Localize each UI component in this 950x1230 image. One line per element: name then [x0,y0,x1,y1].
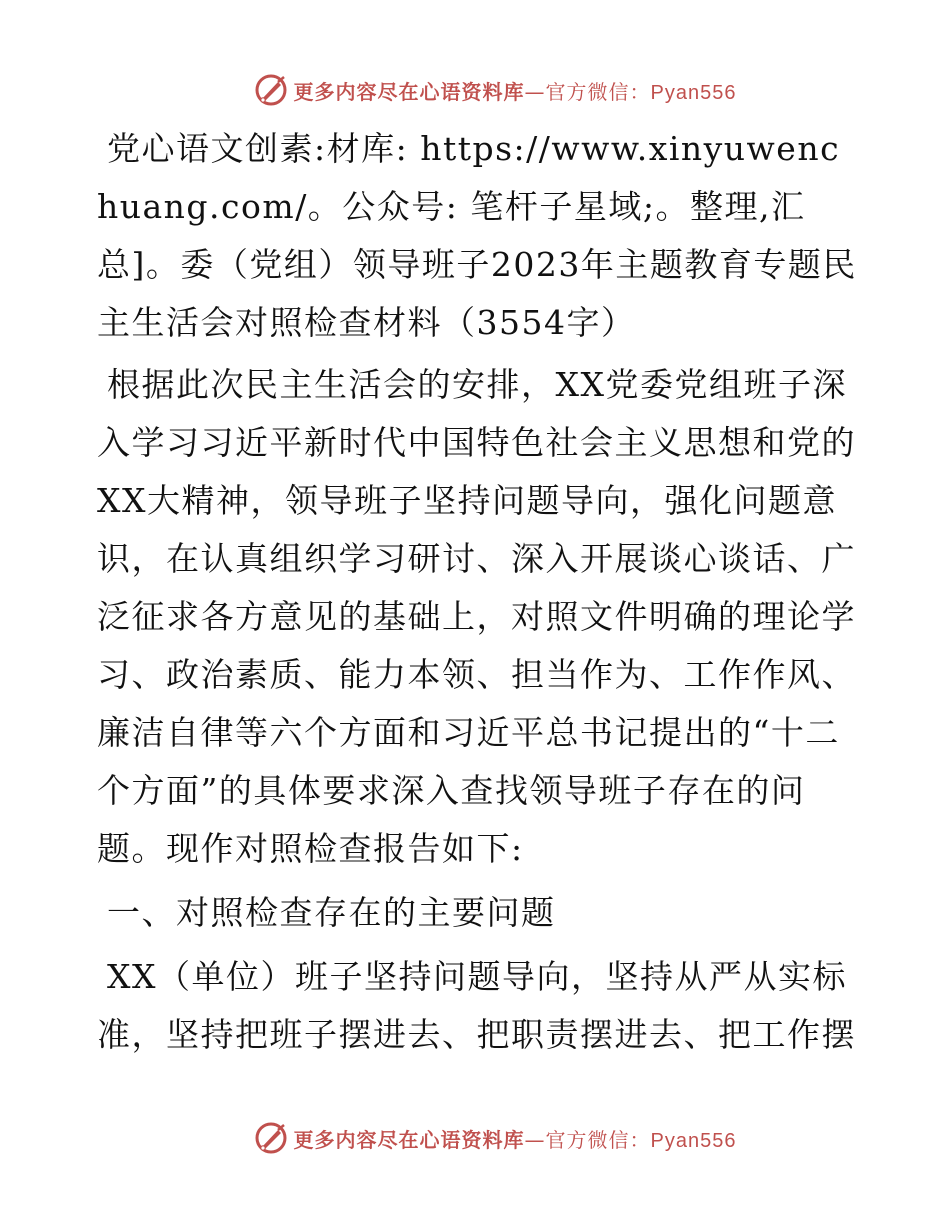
banner-wechat-id: Pyan556 [650,81,737,104]
quill-pen-circle-icon [254,1121,288,1155]
paragraph-intro: 党心语文创素:材库: https://www.xinyuwenchuang.com/。公众号: 笔杆子星域;。整理,汇总]。委（党组）领导班子2023年主题教育专题民主生活会对照检查材料（3554字） [97,129,857,342]
paragraph-section: XX（单位）班子坚持问题导向，坚持从严从实标准，坚持把班子摆进去、把职责摆进去、把工作摆 [97,957,856,1054]
banner-separator: — [524,79,546,104]
banner-text [294,1124,737,1153]
quill-pen-circle-icon [254,73,288,107]
footer-banner [0,1118,950,1158]
banner-main-text: 更多内容尽在心语资料库 [293,79,525,104]
banner-wechat-label: 官方微信： [545,79,651,104]
document-body [97,120,857,1068]
banner-wechat-id: Pyan556 [650,1129,737,1152]
banner-inner [254,1121,737,1155]
header-banner [0,70,950,110]
banner-text [294,76,737,105]
banner-inner [254,73,737,107]
banner-wechat-label: 官方微信： [545,1127,651,1152]
paragraph-body: 根据此次民主生活会的安排，XX党委党组班子深入学习习近平新时代中国特色社会主义思想和党的XX大精神，领导班子坚持问题导向，强化问题意识，在认真组织学习研讨、深入开展谈心谈话、广泛征求各方意见的基础上，对照文件明确的理论学习、政治素质、能力本领、担当作为、工作作风、廉洁自律等六个方面和习近平总书记提出的“十二个方面”的具体要求深入查找领导班子存在的问题。现作对照检查报告如下: [97,365,856,868]
section-heading: 一、对照检查存在的主要问题 [107,893,556,932]
banner-separator: — [524,1127,546,1152]
banner-main-text: 更多内容尽在心语资料库 [293,1127,525,1152]
